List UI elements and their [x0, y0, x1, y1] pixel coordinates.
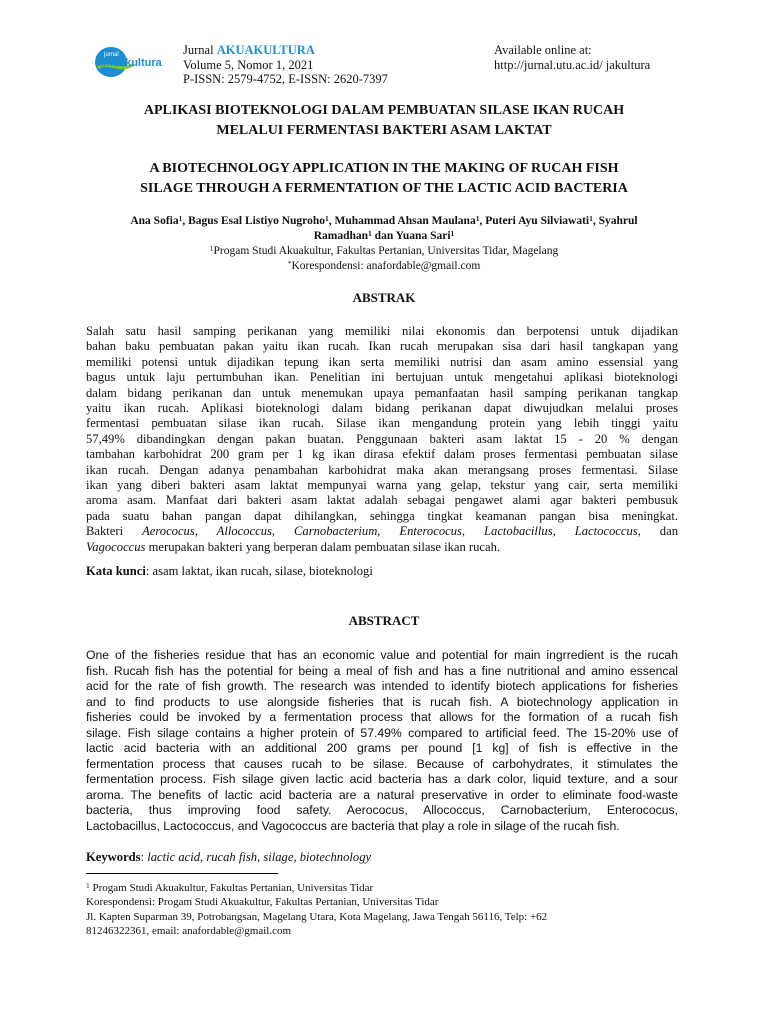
abstract-heading: ABSTRACT — [348, 613, 420, 628]
keywords: Keywords: lactic acid, rucah fish, silage, biotechnology — [86, 850, 372, 864]
logo-text: akuakultura — [100, 57, 162, 69]
journal-header — [183, 43, 388, 87]
affiliation: $^1$Progam Studi Akuakultur, Fakultas Pertanian, Universitas Tidar, Magelang *Korespondensi: anafordable@gmail.com — [86, 244, 682, 273]
journal-issn: P-ISSN: 2579-4752, E-ISSN: 2620-7397 — [183, 72, 388, 86]
title-indonesian — [86, 101, 682, 141]
abstrak-body: Salah satu hasil samping perikanan yang memiliki nilai ekonomis dan berpotensi untuk dijadikan bahan baku pembuatan pakan yaitu ikan rucah. Ikan rucah merupakan sisa dari hasil tangkapan yang memiliki potensi untuk dijadikan tepung ikan serta memiliki nutrisi dan asam amino essensial yang bagus untuk laju pertumbuhan ikan. Penelitian ini bertujuan untuk mengetahui aplikasi bioteknologi dalam bidang perikanan dan untuk menemukan upaya pemanfaatan hasil samping perikanan tangkap yaitu ikan rucah. Aplikasi bioteknologi dalam bidang perikanan dapat diwujudkan melalui proses fermentasi pembuatan silase ikan rucah. Silase ikan mengandung protein yang lebih tinggi yaitu 57,49% dibandingkan dengan pakan buatan. Penggunaan bakteri asam laktat 15 - 20 % dengan tambahan karbohidrat 200 gram per 1 kg ikan dirasa efektif dalam proses fermentasi pembuatan silase ikan rucah. Dengan adanya penambahan karbohidrat maka akan merangsang proses fermentasi. Silase ikan yang diberi bakteri asam laktat mempunyai warna yang gelap, tekstur yang cair, serta memiliki aroma asam. Manfaat dari bakteri asam laktat adalah sebagai pengawet alami agar bakteri pembusuk pada suatu bahan pangan dapat dihilangkan, sehingga tingkat keamanan pangan bisa meningkat. Bakteri Aerococus, Allococcus, Carnobacterium, Enterococus, Lactobacillus, Lactococcus, dan Vagococcus merupakan bakteri yang berperan dalam pembuatan silase ikan rucah. — [86, 324, 678, 554]
title-en-line: SILAGE THROUGH A FERMENTATION OF THE LACTIC ACID BACTERIA — [140, 181, 628, 196]
journal-volume: Volume 5, Nomor 1, 2021 — [183, 57, 314, 72]
abstract-body: One of the fisheries residue that has an economic value and potential for main ingrredient is the rucah fish. Rucah fish has the potential for being a meal of fish and has a fine nutritional and amino essencal acid for the rate of fish growth. The research was intended to identify biotech applications for fisheries and to find products to use alongside fisheries that is rucah fish. A biotechnology application in fisheries could be invoked by a fermentation process that allows for the formation of a rucah fish silage. Fish silage contains a higher protein of 57.49% compared to artificial feed. The 15-20% use of lactic acid bacteria with an additional 200 grams per pound [1 kg] of fish is effective in the fermentation process that causes rucah to be silase. Because of carbohydrates, it stimulates the fermentation process. Fish silage given lactic acid bacteria has a dark color, liquid texture, and a sour aroma. The benefits of lactic acid bacteria are a natural preservative in order to eliminate food-waste bacteria, thus improving food safety. Aerococus, Allococcus, Carnobacterium, Enterococus, Lactobacillus, Lactococcus, and Vagococcus are bacteria that play a role in silage of the rucah fish. — [86, 648, 678, 833]
journal-logo — [94, 42, 176, 82]
journal-name: AKUAKULTURA — [216, 43, 315, 57]
footnote-rule — [86, 873, 278, 874]
journal-url[interactable]: http://jurnal.utu.ac.id/ jakultura — [494, 57, 651, 72]
footnote: $^1$ Progam Studi Akuakultur, Fakultas Pertanian, Universitas Tidar Korespondensi: Progam Studi Akuakultur, Fakultas Pertanian, Universitas Tidar Jl. Kapten Suparman 39, Potrobangsan, Magelang Utara, Kota Magelang, Jawa Tengah 56116, Telp: +62 81246322361, email: anafordable@gmail.com — [86, 881, 548, 938]
title-english — [86, 159, 682, 199]
journal-title: Jurnal AKUAKULTURA — [183, 43, 315, 57]
author-list: Ana Sofia$^1$, Bagus Esal Listiyo Nugroho$^1$, Muhammad Ahsan Maulana$^1$, Puteri Ayu Silviawati$^1$, Syahrul Ramadhan$^1$ dan Yuana Sari$^1$ — [130, 214, 638, 242]
abstrak-heading: ABSTRAK — [352, 290, 416, 305]
bacteria-line: Bakteri Aerococus, Allococcus, Carnobacterium, Enterococus, Lactobacillus, Lactococcus, dan — [86, 524, 678, 539]
title-id-line: MELALUI FERMENTASI BAKTERI ASAM LAKTAT — [216, 123, 552, 138]
title-en-line: A BIOTECHNOLOGY APPLICATION IN THE MAKING OF RUCAH FISH — [149, 161, 619, 176]
correspondence: *Korespondensi: anafordable@gmail.com — [287, 258, 481, 272]
available-label: Available online at: — [494, 43, 592, 57]
bacteria-line-end: Vagococcus merupakan bakteri yang berperan dalam pembuatan silase ikan rucah. — [86, 539, 501, 554]
logo-small-text: jurnal — [104, 52, 119, 58]
kata-kunci: Kata kunci: asam laktat, ikan rucah, silase, bioteknologi — [86, 564, 373, 578]
title-id-line: APLIKASI BIOTEKNOLOGI DALAM PEMBUATAN SILASE IKAN RUCAH — [143, 103, 625, 118]
availability-info — [494, 43, 650, 72]
